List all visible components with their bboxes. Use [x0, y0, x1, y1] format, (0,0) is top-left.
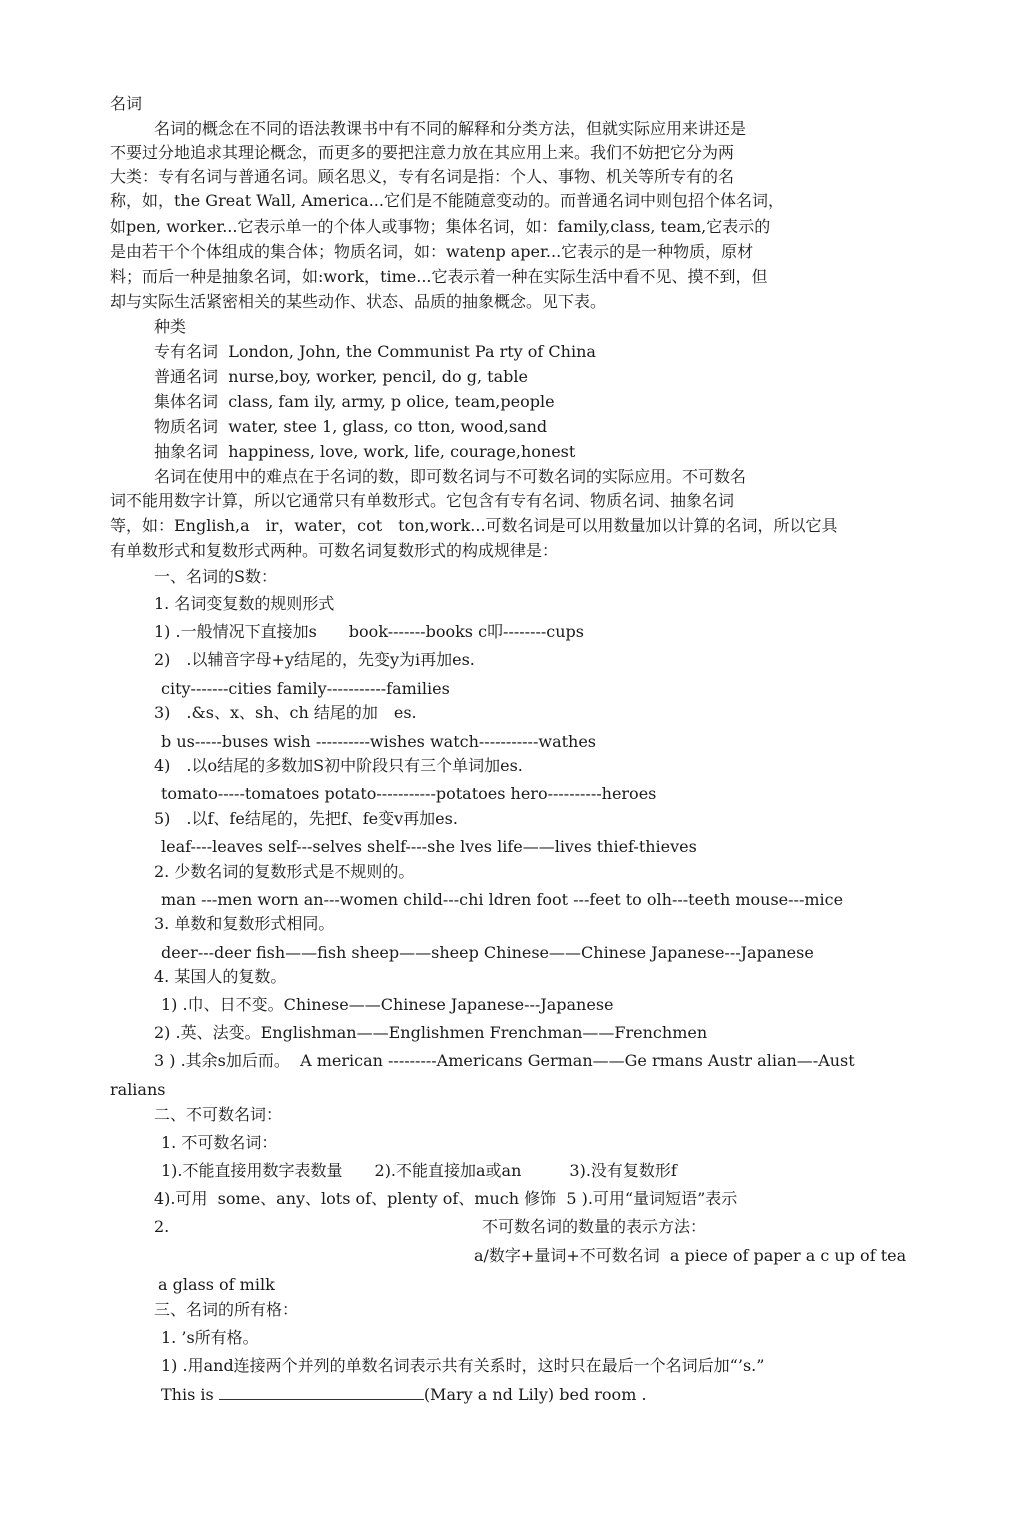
page-title: 名词	[110, 94, 143, 113]
section2-formula: a/数字+量词+不可数名词 a piece of paper a c up of tea	[474, 1246, 907, 1265]
rule-5: 5) .以f、fe结尾的，先把f、fe变v再加es.	[154, 809, 458, 828]
nationality-rule-3-cont: ralians	[110, 1080, 166, 1099]
section1-sub1: 1. 名词变复数的规则形式	[154, 594, 335, 613]
table-examples: happiness, love, work, life, courage,honest	[228, 442, 576, 461]
para2-line-1: 名词在使用中的难点在于名词的数，即可数名词与不可数名词的实际应用。不可数名	[154, 467, 747, 486]
section2-line-1: 1).不能直接用数字表数量 2).不能直接加a或an 3).没有复数形f	[161, 1161, 677, 1180]
rule-2: 2) .以辅音字母+y结尾的，先变y为i再加es.	[154, 650, 475, 669]
para2-line-2: 词不能用数字计算，所以它通常只有单数形式。它包含有专有名词、物质名词、抽象名词	[110, 491, 735, 510]
section3-heading: 三、名词的所有格：	[154, 1300, 299, 1319]
section1-sub4: 4. 某国人的复数。	[154, 967, 287, 986]
section3-example	[161, 1384, 647, 1406]
table-kind: 集体名词	[154, 392, 219, 411]
nationality-rule-3: 3 ) .其余s加后而。 A merican ---------Americans German——Ge rmans Austr alian—-Aust	[154, 1051, 855, 1070]
table-row	[154, 391, 555, 413]
section1-sub3-example: deer---deer fish——fish sheep——sheep Chinese——Chinese Japanese---Japanese	[161, 943, 814, 962]
section3-rule-1: 1) .用and连接两个并列的单数名词表示共有关系时，这时只在最后一个名词后加“’s.”	[161, 1356, 765, 1375]
table-examples: London, John, the Communist Pa rty of China	[228, 342, 596, 361]
intro-line-5: 如pen, worker...它表示单一的个体人或事物；集体名词，如：family,class, team,它表示的	[110, 217, 771, 236]
intro-line-8: 却与实际生活紧密相关的某些动作、状态、品质的抽象概念。见下表。	[110, 292, 607, 311]
intro-line-1: 名词的概念在不同的语法教课书中有不同的解释和分类方法，但就实际应用来讲还是	[154, 119, 747, 138]
table-header: 种类	[154, 317, 187, 336]
table-kind: 专有名词	[154, 342, 219, 361]
section1-sub2-example: man ---men worn an---women child---chi ldren foot ---feet to olh---teeth mouse---mice	[161, 890, 844, 909]
table-kind: 普通名词	[154, 367, 219, 386]
section2-line-2: 4).可用 some、any、lots of、plenty of、much 修饰 5 ).可用“量词短语”表示	[154, 1189, 738, 1208]
rule-2-example: city-------cities family-----------families	[161, 679, 450, 698]
section2-heading: 二、不可数名词：	[154, 1105, 283, 1124]
section3-sub1: 1. ’s所有格。	[161, 1328, 259, 1347]
table-kind: 抽象名词	[154, 442, 219, 461]
para2-line-4: 有单数形式和复数形式两种。可数名词复数形式的构成规律是：	[110, 541, 559, 560]
nationality-rule-2: 2) .英、法变。Englishman——Englishmen Frenchman——Frenchmen	[154, 1023, 708, 1042]
table-row	[154, 366, 528, 388]
answer-blank[interactable]	[219, 1385, 424, 1400]
table-row	[154, 416, 547, 438]
table-kind: 物质名词	[154, 417, 219, 436]
table-examples: water, stee 1, glass, co tton, wood,sand	[228, 417, 548, 436]
section1-heading: 一、名词的S数：	[154, 567, 277, 586]
section2-sub2-text: 不可数名词的数量的表示方法：	[482, 1217, 707, 1236]
example-prefix: This is	[161, 1385, 214, 1404]
rule-1: 1) .一般情况下直接加s book-------books c叩--------cups	[154, 622, 585, 641]
rule-3: 3) .&s、x、sh、ch 结尾的加 es.	[154, 703, 417, 722]
section2-sub1: 1. 不可数名词：	[161, 1133, 278, 1152]
intro-line-7: 料；而后一种是抽象名词，如:work，time...它表示着一种在实际生活中看不见、摸不到，但	[110, 267, 768, 286]
rule-3-example: b us-----buses wish ----------wishes watch-----------wathes	[161, 732, 597, 751]
table-row	[154, 341, 596, 363]
intro-line-3: 大类：专有名词与普通名词。顾名思义，专有名词是指：个人、事物、机关等所专有的名	[110, 167, 735, 186]
rule-4-example: tomato-----tomatoes potato-----------potatoes hero----------heroes	[161, 784, 657, 803]
intro-line-6: 是由若干个个体组成的集合体；物质名词，如：watenp aper...它表示的是一种物质，原材	[110, 242, 754, 261]
table-row	[154, 441, 575, 463]
table-examples: class, fam ily, army, p olice, team,people	[228, 392, 555, 411]
nationality-rule-1: 1) .巾、日不变。Chinese——Chinese Japanese---Japanese	[161, 995, 614, 1014]
table-examples: nurse,boy, worker, pencil, do g, table	[228, 367, 528, 386]
section1-sub2: 2. 少数名词的复数形式是不规则的。	[154, 862, 415, 881]
para2-line-3: 等，如：English,a ir，water，cot ton,work...可数名词是可以用数量加以计算的名词，所以它具	[110, 516, 838, 535]
intro-line-2: 不要过分地追求其理论概念，而更多的要把注意力放在其应用上来。我们不妨把它分为两	[110, 143, 735, 162]
section2-sub2-number: 2.	[154, 1217, 170, 1236]
rule-5-example: leaf----leaves self---selves shelf----she lves life——lives thief-thieves	[161, 837, 697, 856]
example-suffix: (Mary a nd Lily) bed room .	[423, 1385, 647, 1404]
rule-4: 4) .以o结尾的多数加S初中阶段只有三个单词加es.	[154, 756, 523, 775]
intro-line-4: 称，如，the Great Wall, America...它们是不能随意变动的。而普通名词中则包招个体名词，	[110, 191, 784, 210]
section2-formula-cont: a glass of milk	[158, 1275, 275, 1294]
section1-sub3: 3. 单数和复数形式相同。	[154, 914, 335, 933]
